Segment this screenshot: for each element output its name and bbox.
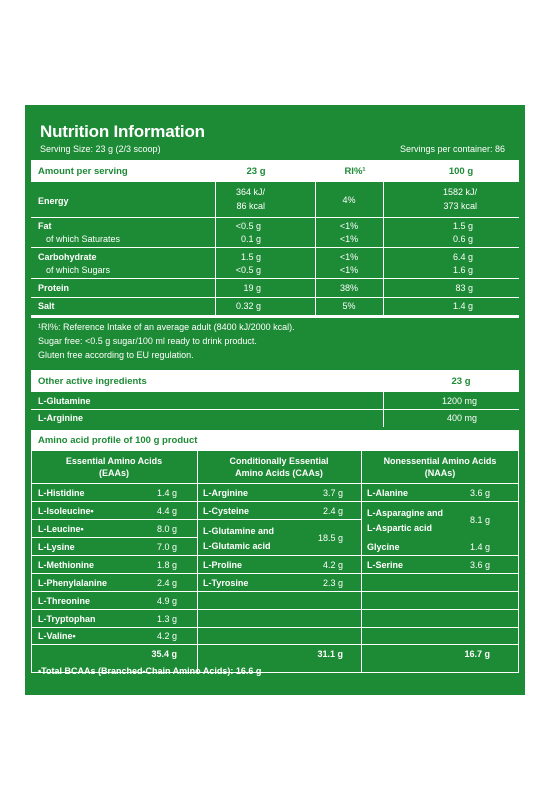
eaa-value: 4.2 g [156,631,177,641]
active-ingredients-amount: 23 g [451,376,471,387]
naa-title-line2: (NAAs) [424,468,456,478]
carbohydrate-label: Carbohydrate [38,252,97,262]
eaa-value: 8.0 g [156,524,177,534]
eaa-header [31,455,197,479]
divider [31,591,519,592]
eaa-value: 1.3 g [156,614,177,624]
divider [31,409,519,410]
eaa-value: 1.4 g [156,488,177,498]
divider [31,519,361,520]
eaa-name: L-Phenylalanine [38,578,108,588]
saturates-label: of which Saturates [46,234,121,244]
column-divider [315,182,316,315]
column-divider [383,392,384,427]
sugars-label: of which Sugars [46,265,111,275]
naa-value: 3.6 g [469,488,490,498]
caa-value: 2.4 g [322,506,343,516]
protein-label: Protein [38,283,70,293]
header-23g: 23 g [246,166,266,177]
amino-profile-title: Amino acid profile of 100 g product [38,435,198,446]
energy-kcal-serving: 86 kcal [236,201,265,211]
fat-100g: 1.5 g [452,221,473,231]
divider [31,573,519,574]
eaa-name: L-Valine• [38,631,76,641]
divider [31,247,519,248]
caa-value: 18.5 g [317,533,343,543]
active-ingredients-header [31,370,519,392]
naa-name: L-Asparagine and [367,508,444,518]
footnote-sugar-free: Sugar free: <0.5 g sugar/100 ml ready to drink product. [38,336,257,346]
footnote-ri: ¹RI%: Reference Intake of an average adult (8400 kJ/2000 kcal). [38,322,295,332]
naa-value: 1.4 g [469,542,490,552]
page-title: Nutrition Information [40,122,205,141]
carbohydrate-100g: 6.4 g [452,252,473,262]
divider [31,278,519,279]
caa-title-line2: Amino Acids (CAAs) [235,468,323,478]
eaa-name: L-Histidine [38,488,85,498]
nutrition-panel [25,105,525,695]
eaa-name: L-Tryptophan [38,614,96,624]
column-divider [383,182,384,315]
eaa-value: 1.8 g [156,560,177,570]
amino-profile-header [31,430,519,450]
divider [31,537,197,538]
salt-ri: 5% [342,301,356,311]
footnote-gluten-free: Gluten free according to EU regulation. [38,350,194,360]
servings-per-container: Servings per container: 86 [399,144,505,154]
naa-value: 8.1 g [469,515,490,525]
eaa-total: 35.4 g [151,649,177,659]
column-divider [215,182,216,315]
eaa-value: 4.9 g [156,596,177,606]
naa-name: L-Serine [367,560,404,570]
salt-label: Salt [38,301,55,311]
divider [31,644,519,645]
saturates-100g: 0.6 g [452,234,473,244]
energy-kcal-100g: 373 kcal [443,201,477,211]
naa-header [361,455,519,479]
caa-name: L-Arginine [203,488,248,498]
salt-serving: 0.32 g [235,301,261,311]
naa-total: 16.7 g [464,649,490,659]
caa-value: 2.3 g [322,578,343,588]
nutrition-header-row [31,160,519,182]
naa-value: 3.6 g [469,560,490,570]
fat-label: Fat [38,221,52,231]
saturates-serving: 0.1 g [240,234,261,244]
eaa-name: L-Methionine [38,560,94,570]
energy-kj-serving: 364 kJ/ [235,187,265,197]
divider [31,627,519,628]
divider [31,609,519,610]
header-100g: 100 g [448,166,474,177]
fat-ri: <1% [339,221,359,231]
divider [31,315,519,318]
eaa-title-line1: Essential Amino Acids [65,456,163,466]
protein-ri: 38% [339,283,358,293]
divider [31,501,519,502]
caa-total: 31.1 g [317,649,343,659]
arginine-label: L-Arginine [38,413,83,423]
divider [31,483,519,484]
caa-name: L-Glutamic acid [203,541,271,551]
bcaa-note: •Total BCAAs (Branched-Chain Amino Acids): 16.6 g [38,666,262,676]
divider [31,217,519,218]
glutamine-label: L-Glutamine [38,396,91,406]
eaa-title-line2: (EAAs) [98,468,129,478]
eaa-name: L-Isoleucine• [38,506,94,516]
eaa-value: 2.4 g [156,578,177,588]
protein-100g: 83 g [455,283,473,293]
caa-name: L-Proline [203,560,243,570]
glutamine-value: 1200 mg [441,396,477,406]
caa-header [197,455,361,479]
eaa-value: 4.4 g [156,506,177,516]
arginine-value: 400 mg [446,413,477,423]
header-amount-per-serving: Amount per serving [38,166,128,177]
carbohydrate-ri: <1% [339,252,359,262]
divider [31,555,519,556]
salt-100g: 1.4 g [452,301,473,311]
naa-name: Glycine [367,542,400,552]
active-ingredients-title: Other active ingredients [38,376,147,387]
divider [31,297,519,298]
eaa-name: L-Leucine• [38,524,84,534]
serving-size: Serving Size: 23 g (2/3 scoop) [40,144,161,154]
energy-label: Energy [38,196,69,206]
naa-title-line1: Nonessential Amino Acids [383,456,497,466]
caa-name: L-Glutamine and [203,526,275,536]
saturates-ri: <1% [339,234,359,244]
fat-serving: <0.5 g [235,221,261,231]
carbohydrate-serving: 1.5 g [240,252,261,262]
sugars-serving: <0.5 g [235,265,261,275]
naa-name: L-Aspartic acid [367,523,433,533]
caa-value: 4.2 g [322,560,343,570]
naa-name: L-Alanine [367,488,409,498]
sugars-100g: 1.6 g [452,265,473,275]
energy-ri: 4% [342,195,356,205]
caa-name: L-Tyrosine [203,578,249,588]
eaa-name: L-Threonine [38,596,90,606]
protein-serving: 19 g [243,283,261,293]
eaa-value: 7.0 g [156,542,177,552]
header-ri: RI%¹ [344,166,366,177]
caa-title-line1: Conditionally Essential [229,456,329,466]
energy-kj-100g: 1582 kJ/ [442,187,477,197]
eaa-name: L-Lysine [38,542,75,552]
caa-value: 3.7 g [322,488,343,498]
sugars-ri: <1% [339,265,359,275]
caa-name: L-Cysteine [203,506,250,516]
